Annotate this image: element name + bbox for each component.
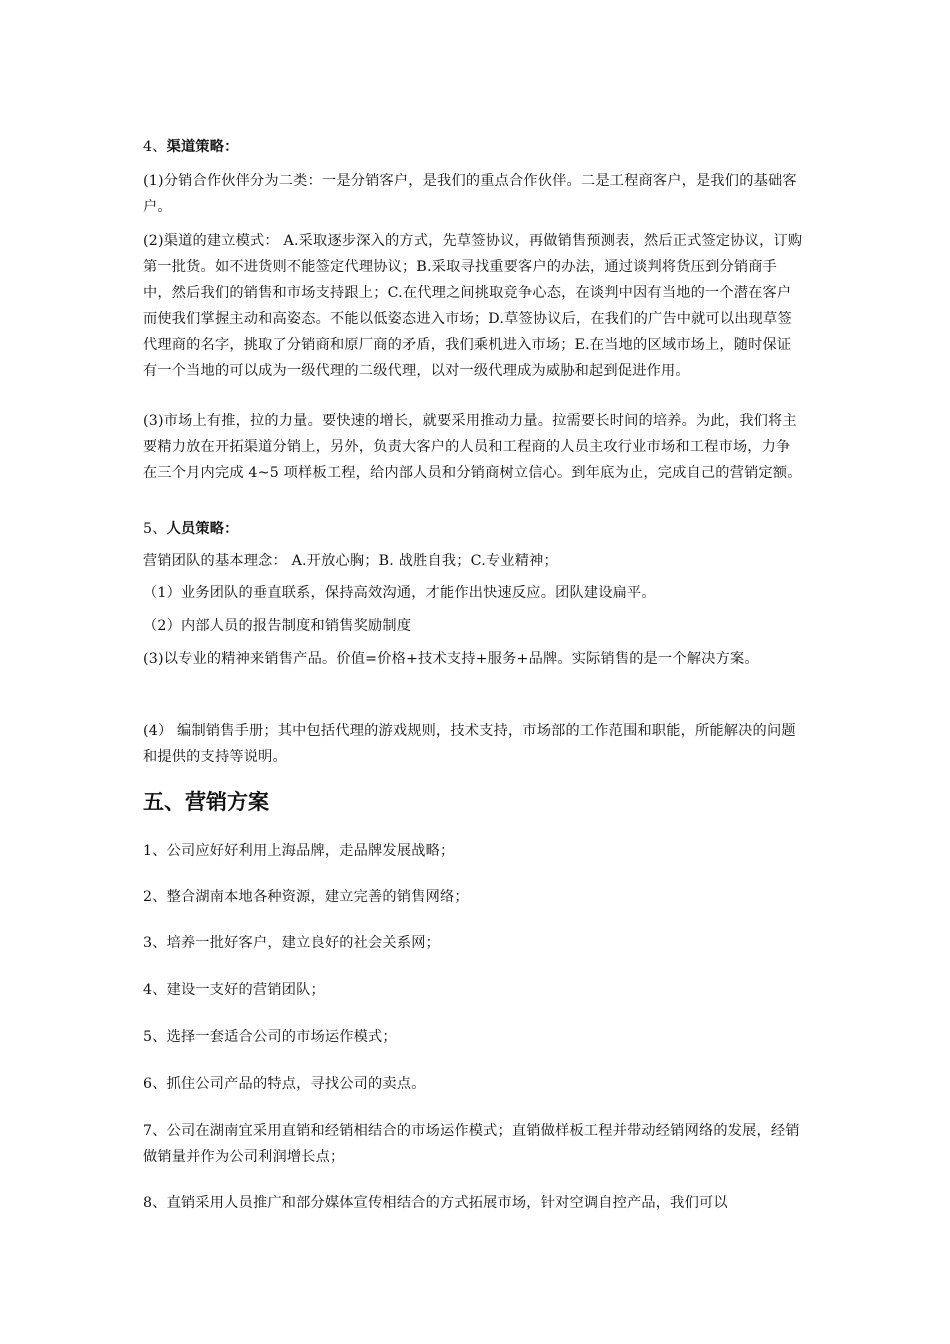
plan-item-7: 7、公司在湖南宜采用直销和经销相结合的市场运作模式；直销做样板工程并带动经销网络的发展，经销做销量并作为公司利润增长点；	[143, 1123, 800, 1165]
channel-paragraph-3: (3)市场上有推，拉的力量。要快速的增长，就要采用推动力量。拉需要长时间的培养。为此，我们将主要精力放在开拓渠道分销上，另外，负责大客户的人员和工程商的人员主攻行业市场和工程市场，力争在三个月内完成 4~5 项样板工程，给内部人员和分销商树立信心。到年底为止，完成自己的营销定额。	[143, 413, 802, 481]
personnel-paragraph-2: （2）内部人员的报告制度和销售奖励制度	[143, 618, 412, 634]
channel-paragraph-2: (2)渠道的建立模式： A.采取逐步深入的方式，先草签协议，再做销售预测表，然后正式签定协议，订购第一批货。如不进货则不能签定代理协议；B.采取寻找重要客户的办法，通过谈判将货压到分销商手中，然后我们的销售和市场支持跟上；C.在代理之间挑取竞争心态，在谈判中因有当地的一个潜在客户而使我们掌握主动和高姿态。不能以低姿态进入市场；D.草签协议后，在我们的广告中就可以出现草签代理商的名字，挑取了分销商和原厂商的矛盾，我们乘机进入市场；E.在当地的区域市场上，随时保证有一个当地的可以成为一级代理的二级代理，以对一级代理成为威胁和起到促进作用。	[143, 233, 803, 379]
channel-strategy-heading	[143, 134, 803, 160]
plan-item-5: 5、选择一套适合公司的市场运作模式；	[143, 1029, 397, 1045]
plan-item-6: 6、抓住公司产品的特点，寻找公司的卖点。	[143, 1076, 426, 1092]
personnel-strategy-heading	[143, 516, 803, 542]
personnel-paragraph-1: （1）业务团队的垂直联系，保持高效沟通，才能作出快速反应。团队建设扁平。	[143, 585, 656, 601]
plan-item-2: 2、整合湖南本地各种资源，建立完善的销售网络；	[143, 889, 469, 905]
plan-item-4: 4、建设一支好的营销团队；	[143, 982, 325, 998]
heading-number: 5、	[143, 521, 167, 537]
heading-text: 人员策略：	[166, 521, 239, 537]
personnel-intro: 营销团队的基本理念： A.开放心胸；B. 战胜自我；C.专业精神；	[143, 553, 558, 569]
heading-text: 渠道策略：	[166, 139, 239, 155]
plan-item-8: 8、直销采用人员推广和部分媒体宣传相结合的方式拓展市场，针对空调自控产品，我们可以	[143, 1195, 728, 1211]
channel-paragraph-1: (1)分销合作伙伴分为二类：一是分销客户，是我们的重点合作伙伴。二是工程商客户，是我们的基础客户。	[143, 173, 797, 215]
personnel-paragraph-4: (4） 编制销售手册；其中包括代理的游戏规则，技术支持，市场部的工作范围和职能，所能解决的问题和提供的支持等说明。	[143, 723, 796, 765]
personnel-paragraph-3: (3)以专业的精神来销售产品。价值=价格+技术支持+服务+品牌。实际销售的是一个解决方案。	[143, 651, 759, 667]
plan-item-3: 3、培养一批好客户，建立良好的社会关系网；	[143, 935, 440, 951]
plan-item-1: 1、公司应好好利用上海品牌，走品牌发展战略；	[143, 843, 455, 859]
section-title: 五、营销方案	[143, 790, 269, 814]
heading-number: 4、	[143, 139, 167, 155]
